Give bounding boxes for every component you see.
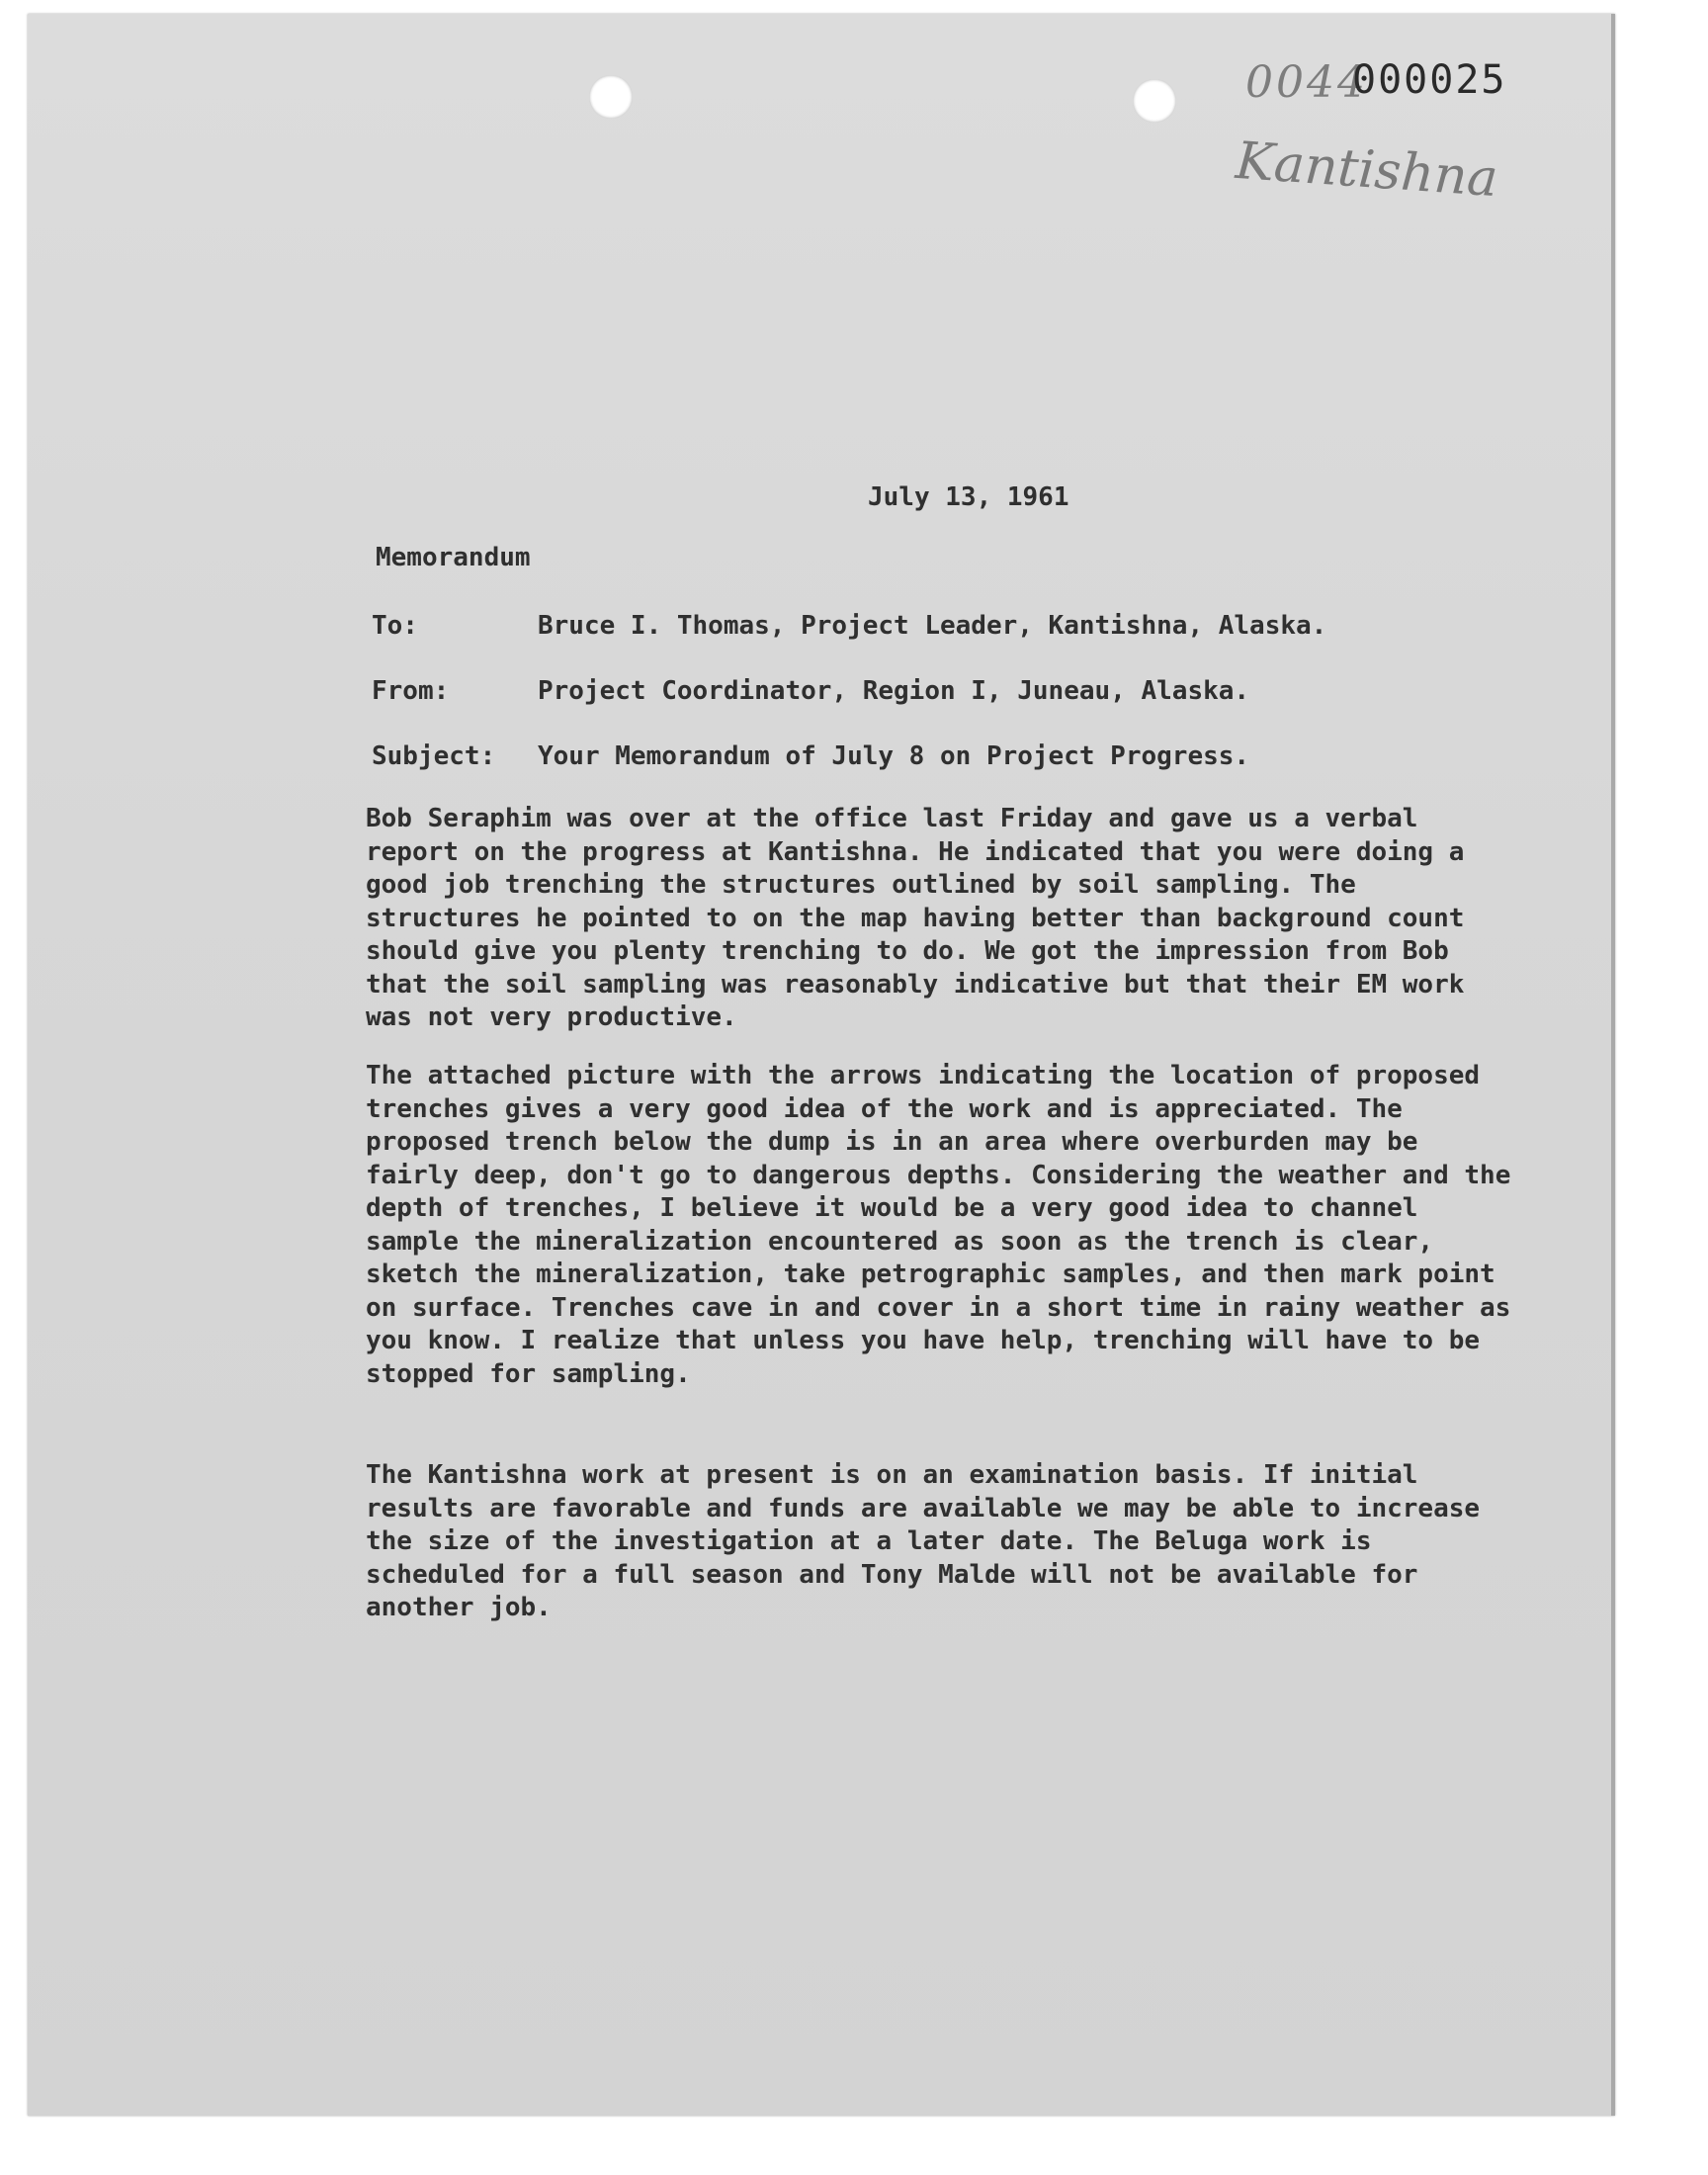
printed-document-number: 000025	[1352, 57, 1507, 103]
body-paragraph-3: The Kantishna work at present is on an examination basis. If initial results are favorable and funds are available we may be able to increase the size of the investigation at a later date. The Beluga work is scheduled for a full season and Tony Malde will not be available for another job.	[366, 1460, 1481, 1622]
subject-value: Your Memorandum of July 8 on Project Progress.	[538, 741, 1250, 771]
to-value: Bruce I. Thomas, Project Leader, Kantishna, Alaska.	[538, 611, 1327, 641]
from-label: From:	[372, 676, 450, 706]
document-page	[28, 14, 1615, 2116]
subject-label: Subject:	[372, 741, 496, 771]
subject-line	[372, 741, 1249, 771]
body-paragraph-2: The attached picture with the arrows indicating the location of proposed trenches gives a very good idea of the work and is appreciated. The proposed trench below the dump is in an area where overburden may be fairly deep, don't go to dangerous depths. Considering the weather and the depth of trenches, I believe it would be a very good idea to channel sample the mineralization encountered as soon as the trench is clear, sketch the mineralization, take petrographic samples, and then mark point on surface. Trenches cave in and cover in a short time in rainy weather as you know. I realize that unless you have help, trenching will have to be stopped for sampling.	[366, 1061, 1511, 1389]
punch-hole-right	[1133, 79, 1176, 123]
body-paragraph-1: Bob Seraphim was over at the office last Friday and gave us a verbal report on the progress at Kantishna. He indicated that you were doing a good job trenching the structures outlined by soil sampling. The structures he pointed to on the map having better than background count should give you plenty trenching to do. We got the impression from Bob that the soil sampling was reasonably indicative but that their EM work was not very productive.	[366, 804, 1465, 1032]
to-line	[372, 611, 1326, 641]
from-value: Project Coordinator, Region I, Juneau, Alaska.	[538, 676, 1250, 706]
memo-title: Memorandum	[376, 543, 531, 572]
memo-date: July 13, 1961	[868, 482, 1069, 512]
to-label: To:	[372, 611, 418, 641]
handwritten-number: 0044	[1245, 57, 1368, 108]
from-line	[372, 676, 1249, 706]
punch-hole-left	[589, 75, 633, 119]
handwritten-location-name: Kantishna	[1234, 130, 1500, 210]
